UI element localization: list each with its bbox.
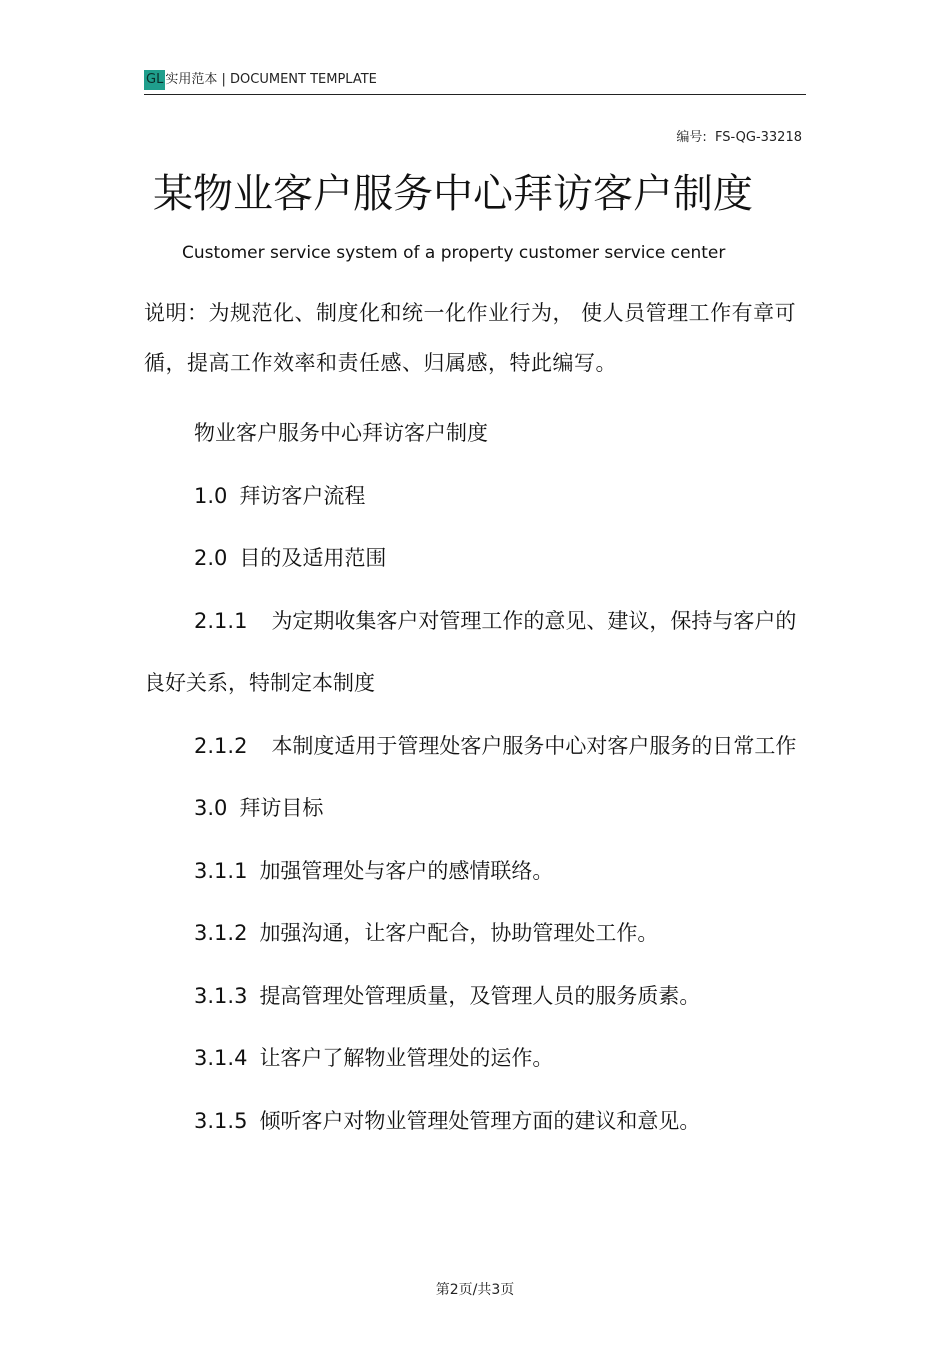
- section-number: 2.1.1: [194, 608, 248, 633]
- section-2-1-2: [144, 715, 809, 778]
- section-text: 倾听客户对物业管理处管理方面的建议和意见。: [259, 1108, 701, 1133]
- section-2-1-1: [144, 590, 809, 715]
- section-text: 让客户了解物业管理处的运作。: [259, 1046, 554, 1070]
- section-text: 目的及适用范围: [239, 546, 387, 570]
- brand-logo: GL: [144, 70, 165, 90]
- section-text: 本制度适用于管理处客户服务中心对客户服务的日常工作: [271, 733, 797, 758]
- section-1-0: [144, 465, 809, 528]
- section-text: 为定期收集客户对管理工作的意见、建议，保持与客户的良好关系，特制定本制度: [144, 608, 797, 695]
- section-3-1-4: [144, 1027, 809, 1090]
- header-label: 实用范本: [165, 72, 218, 87]
- document-body: [144, 402, 809, 1152]
- section-text: 加强管理处与客户的感情联络。: [259, 858, 554, 883]
- section-number: 3.1.1: [194, 858, 248, 883]
- doc-number-value: FS-QG-33218: [714, 130, 802, 145]
- section-number: 3.1.2: [194, 921, 248, 945]
- section-3-1-2: [144, 902, 809, 965]
- section-number: 3.1.5: [194, 1108, 248, 1133]
- document-subtitle: Customer service system of a property customer service center: [182, 243, 726, 263]
- header-separator: |: [221, 72, 226, 87]
- section-text: 拜访客户流程: [239, 483, 366, 508]
- header-template: DOCUMENT TEMPLATE: [230, 72, 377, 87]
- page-footer: 第2页/共3页: [435, 1282, 515, 1298]
- section-number: 3.1.4: [194, 1046, 248, 1070]
- section-text: 加强沟通，让客户配合，协助管理处工作。: [259, 921, 659, 945]
- section-heading: 物业客户服务中心拜访客户制度: [194, 421, 488, 445]
- section-3-0: [144, 777, 809, 840]
- page-header: [144, 70, 806, 95]
- section-text: 拜访目标: [239, 796, 324, 820]
- section-text: 提高管理处管理质量，及管理人员的服务质素。: [259, 983, 701, 1008]
- intro-paragraph: 说明：为规范化、制度化和统一化作业行为， 使人员管理工作有章可循，提高工作效率和责任感、归属感，特此编写。: [144, 301, 797, 375]
- section-3-1-3: [144, 965, 809, 1028]
- section-number: 2.1.2: [194, 733, 248, 758]
- doc-number-label: 编号:: [676, 130, 707, 145]
- section-2-0: [144, 527, 809, 590]
- section-number: 2.0: [194, 546, 228, 570]
- section-number: 3.1.3: [194, 983, 248, 1008]
- section-number: 3.0: [194, 796, 228, 820]
- section-3-1-5: [144, 1090, 809, 1153]
- section-3-1-1: [144, 840, 809, 903]
- document-title: 某物业客户服务中心拜访客户制度: [153, 171, 753, 217]
- document-number: [676, 126, 802, 145]
- section-number: 1.0: [194, 483, 228, 508]
